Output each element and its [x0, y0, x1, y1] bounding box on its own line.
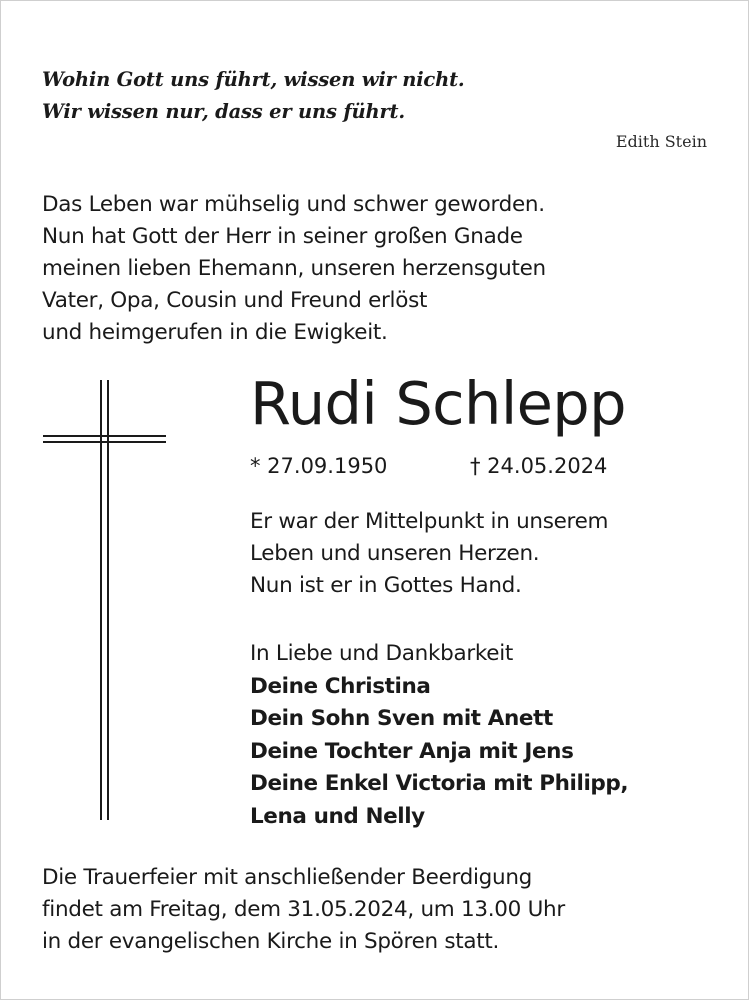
intro-line: Nun hat Gott der Herr in seiner großen Gnade: [42, 224, 523, 249]
family-member: Deine Christina: [250, 673, 431, 699]
death-date: † 24.05.2024: [470, 454, 608, 478]
quote-author: Edith Stein: [615, 132, 707, 151]
family-member: Deine Tochter Anja mit Jens: [250, 738, 574, 764]
tribute-line: Leben und unseren Herzen.: [250, 541, 540, 566]
service-line: findet am Freitag, dem 31.05.2024, um 13.00 Uhr: [42, 897, 565, 922]
quote-line: Wohin Gott uns führt, wissen wir nicht.: [42, 68, 465, 91]
tribute-text: [250, 506, 608, 602]
intro-line: Vater, Opa, Cousin und Freund erlöst: [42, 288, 428, 313]
quote: [42, 64, 464, 128]
family-signature: [250, 638, 628, 833]
intro-line: Das Leben war mühselig und schwer geworden.: [42, 192, 545, 217]
service-line: in der evangelischen Kirche in Spören statt.: [42, 929, 500, 954]
service-line: Die Trauerfeier mit anschließender Beerdigung: [42, 865, 533, 890]
deceased-name: Rudi Schlepp: [250, 369, 627, 438]
tribute-line: Nun ist er in Gottes Hand.: [250, 573, 522, 598]
family-member: Lena und Nelly: [250, 803, 425, 829]
birth-date: * 27.09.1950: [250, 454, 388, 478]
family-member: Dein Sohn Sven mit Anett: [250, 706, 553, 731]
intro-text: [42, 189, 546, 349]
family-intro: In Liebe und Dankbarkeit: [250, 641, 514, 666]
life-dates: [250, 452, 608, 480]
service-info: [42, 862, 565, 958]
intro-line: meinen lieben Ehemann, unseren herzensguten: [42, 256, 546, 281]
quote-line: Wir wissen nur, dass er uns führt.: [42, 100, 405, 123]
tribute-line: Er war der Mittelpunkt in unserem: [250, 509, 609, 534]
intro-line: und heimgerufen in die Ewigkeit.: [42, 320, 388, 345]
family-member: Deine Enkel Victoria mit Philipp,: [250, 771, 629, 796]
cross-icon: [40, 380, 170, 825]
